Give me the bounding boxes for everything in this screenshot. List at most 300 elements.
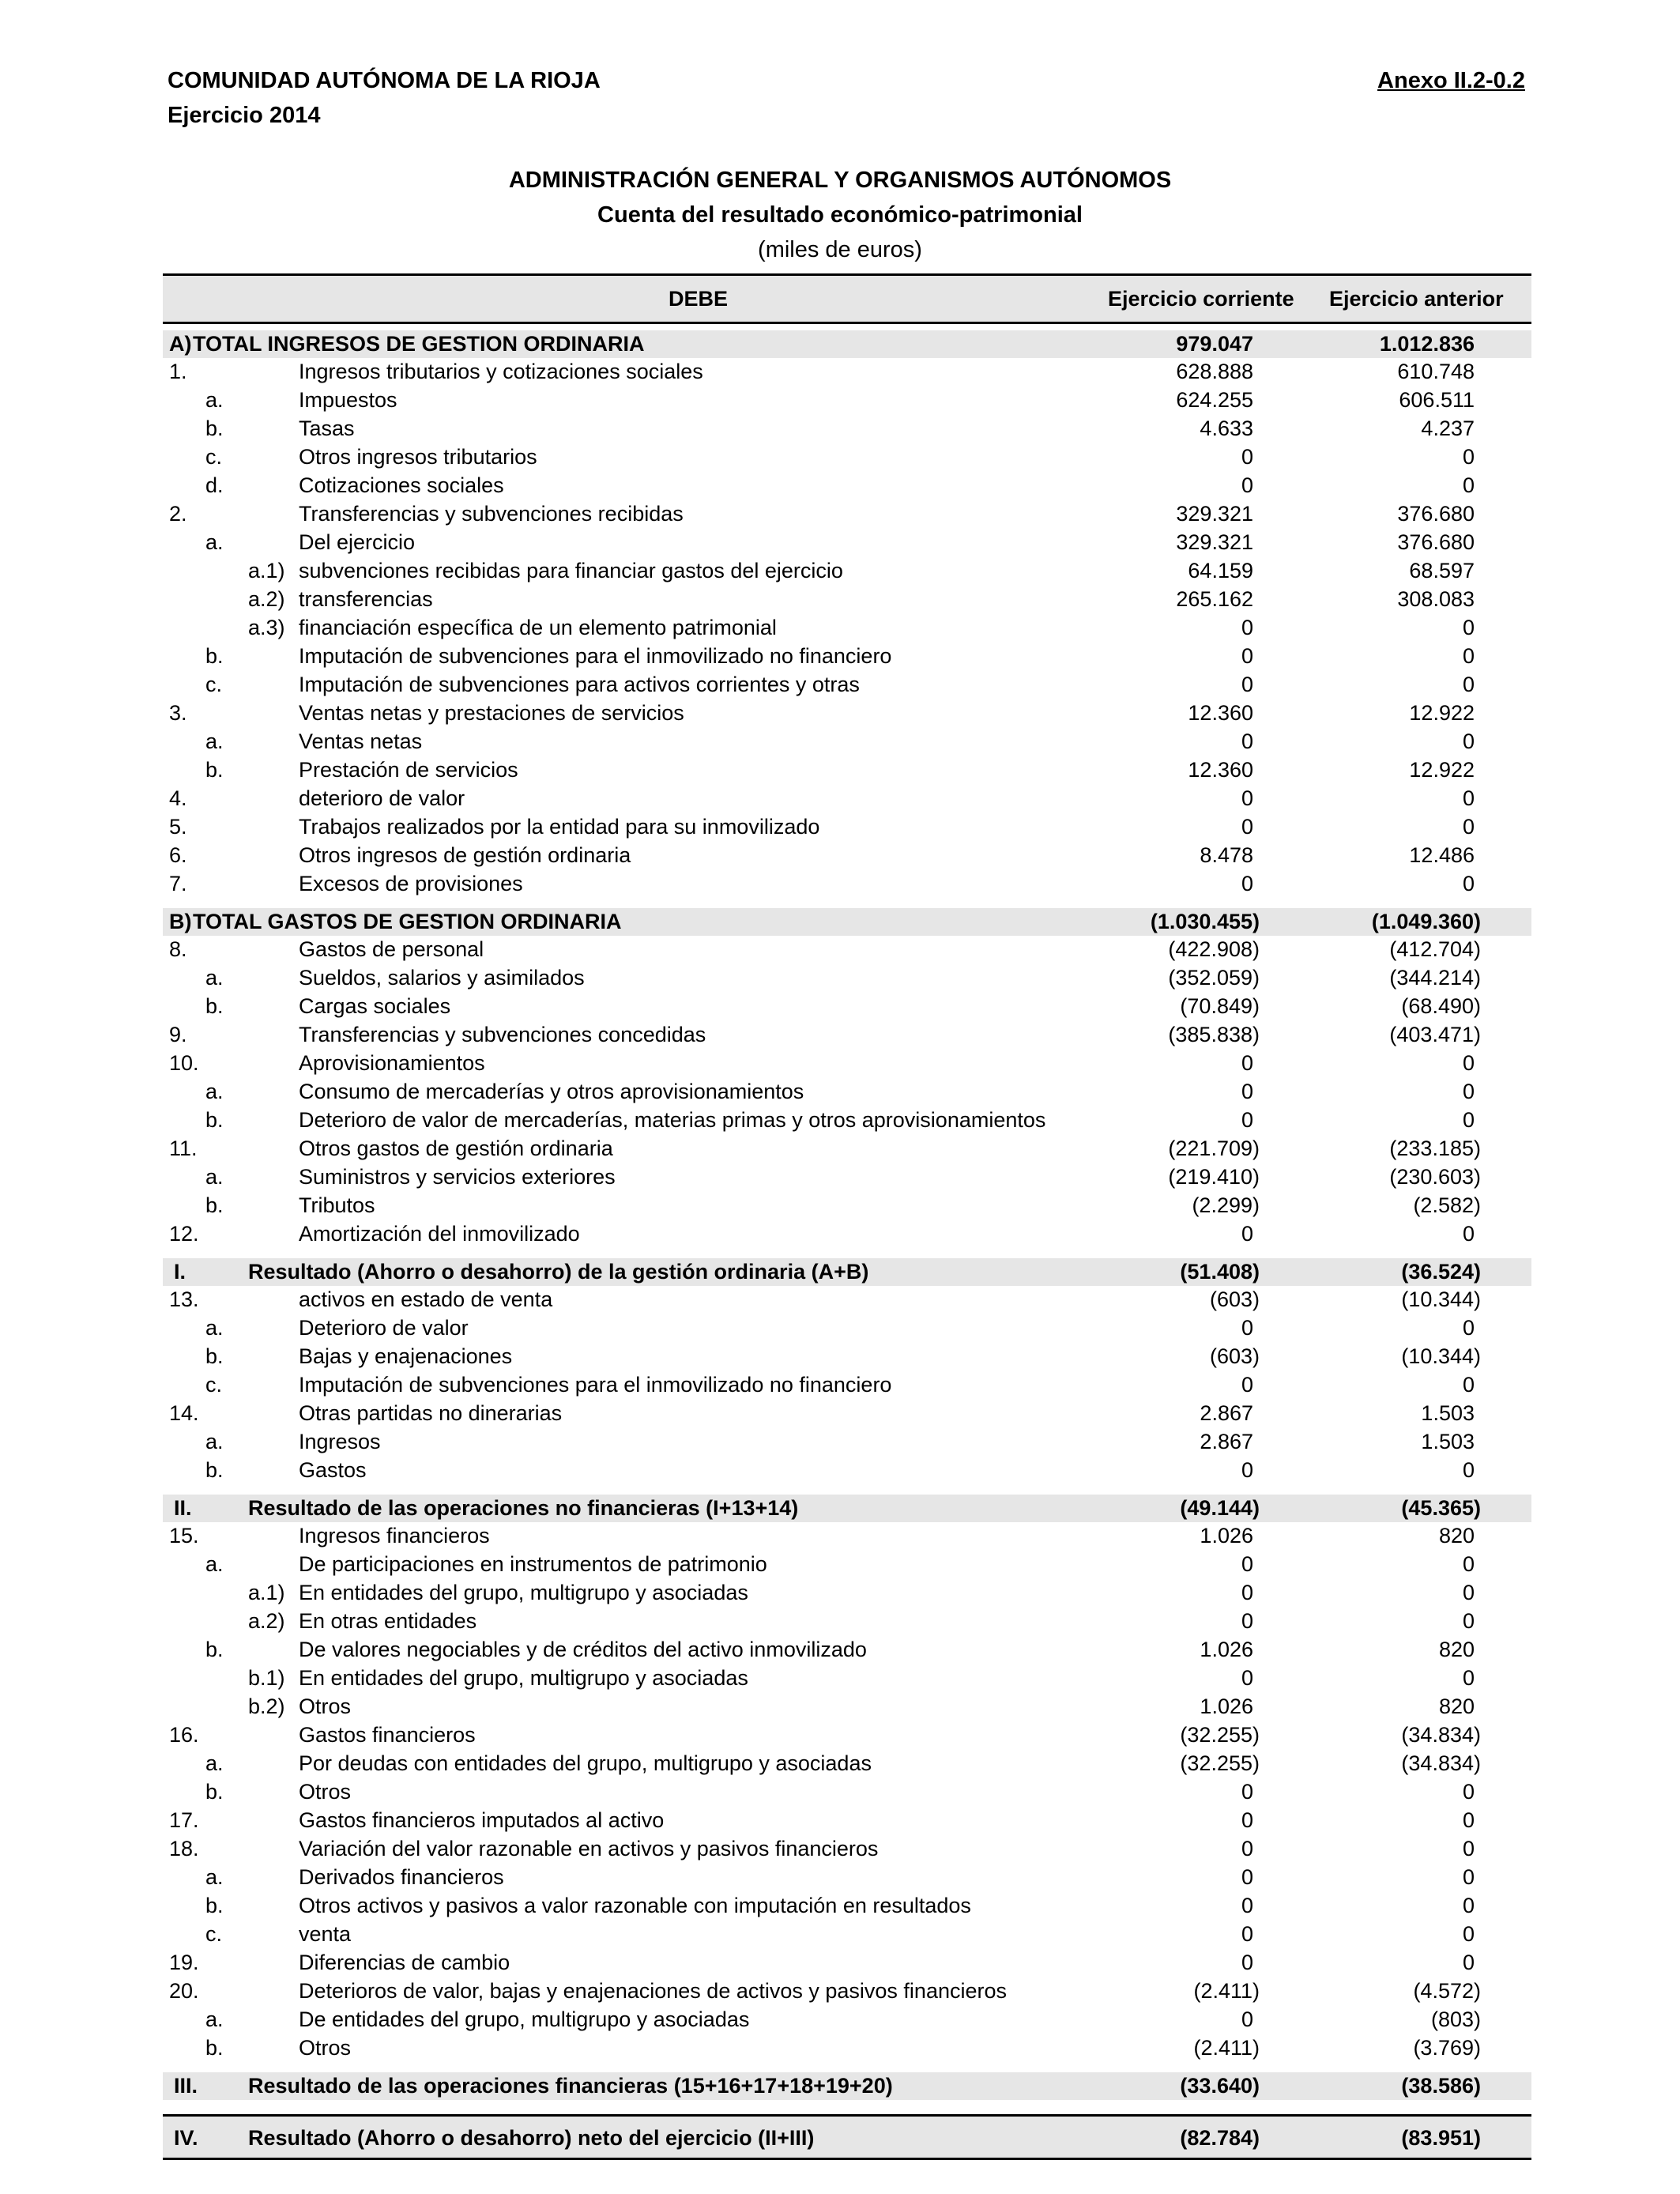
value-current: 0 <box>1241 872 1253 895</box>
value-previous: 12.486 <box>1409 843 1475 867</box>
value-previous: 0 <box>1462 1222 1475 1246</box>
value-previous: 4.237 <box>1421 417 1475 440</box>
row-number: b. <box>205 1108 224 1132</box>
row-number: b. <box>205 758 224 782</box>
value-previous: (36.524) <box>1401 1260 1481 1284</box>
row-label: Derivados financieros <box>299 1865 504 1889</box>
value-current: 0 <box>1241 1316 1253 1340</box>
value-current: (2.411) <box>1193 1979 1260 2003</box>
row-number: 6. <box>169 843 187 867</box>
row-number: a. <box>205 530 224 554</box>
value-current: 2.867 <box>1200 1401 1253 1425</box>
header-debe: DEBE <box>669 287 729 311</box>
table-row <box>163 1021 1531 1050</box>
value-current: 0 <box>1241 1666 1253 1690</box>
row-label: De valores negociables y de créditos del activo inmovilizado <box>299 1638 867 1661</box>
value-current: 1.026 <box>1200 1695 1253 1718</box>
value-current: 12.360 <box>1188 758 1253 782</box>
value-previous: (803) <box>1430 2007 1481 2031</box>
row-label: TOTAL INGRESOS DE GESTION ORDINARIA <box>193 332 645 356</box>
value-previous: (45.365) <box>1401 1496 1481 1520</box>
value-previous: (230.603) <box>1389 1165 1481 1189</box>
value-previous: (3.769) <box>1413 2036 1481 2060</box>
table-row <box>163 1693 1531 1721</box>
header-current-year: Ejercicio corriente <box>1108 287 1294 311</box>
value-previous: 376.680 <box>1397 502 1475 526</box>
row-label: Deterioros de valor, bajas y enajenaciones de activos y pasivos financieros <box>299 1979 1007 2003</box>
row-number: a. <box>205 1316 224 1340</box>
table-row <box>163 1778 1531 1807</box>
value-current: 2.867 <box>1200 1430 1253 1453</box>
row-label: Deterioro de valor de mercaderías, materias primas y otros aprovisionamientos <box>299 1108 1046 1132</box>
row-label: Cargas sociales <box>299 994 451 1018</box>
value-previous: 0 <box>1462 445 1475 469</box>
row-label: Prestación de servicios <box>299 758 518 782</box>
annex-label: Anexo II.2-0.2 <box>1377 68 1525 93</box>
table-row <box>163 785 1531 813</box>
value-current: (1.030.455) <box>1150 910 1260 933</box>
table-row <box>163 1106 1531 1135</box>
value-current: 0 <box>1241 445 1253 469</box>
value-current: 329.321 <box>1176 502 1253 526</box>
row-number: 17. <box>169 1808 199 1832</box>
value-current: (603) <box>1209 1344 1260 1368</box>
row-label: Imputación de subvenciones para activos corrientes y otras <box>299 673 860 696</box>
value-previous: 0 <box>1462 815 1475 839</box>
table-row <box>163 557 1531 586</box>
value-current: 0 <box>1241 1051 1253 1075</box>
table-row <box>163 586 1531 614</box>
row-number: a. <box>205 1080 224 1103</box>
row-label: Sueldos, salarios y asimilados <box>299 966 585 990</box>
row-label: Gastos <box>299 1458 367 1482</box>
table-row <box>163 699 1531 728</box>
table-row <box>163 1750 1531 1778</box>
value-previous: 0 <box>1462 1808 1475 1832</box>
row-label: Otras partidas no dinerarias <box>299 1401 563 1425</box>
table-row <box>163 500 1531 529</box>
value-current: 0 <box>1241 2007 1253 2031</box>
value-current: 8.478 <box>1200 843 1253 867</box>
table-final-row <box>163 2114 1531 2160</box>
row-number: c. <box>205 1373 223 1397</box>
row-number: b. <box>205 1458 224 1482</box>
row-label: Trabajos realizados por la entidad para su inmovilizado <box>299 815 820 839</box>
table-header <box>163 273 1531 324</box>
row-number: a. <box>205 1552 224 1576</box>
table-row <box>163 1977 1531 2006</box>
value-previous: 820 <box>1438 1524 1475 1547</box>
value-previous: 1.503 <box>1421 1401 1475 1425</box>
table-row <box>163 1078 1531 1106</box>
value-previous: 0 <box>1462 786 1475 810</box>
row-label: Ingresos financieros <box>299 1524 490 1547</box>
table-row <box>163 1835 1531 1864</box>
table-total-row <box>163 2072 1531 2100</box>
value-previous: (10.344) <box>1401 1344 1481 1368</box>
value-previous: (1.049.360) <box>1371 910 1481 933</box>
table-row <box>163 443 1531 472</box>
table-row <box>163 1579 1531 1608</box>
table-row <box>163 936 1531 964</box>
table-row <box>163 1608 1531 1636</box>
table-row <box>163 1457 1531 1485</box>
row-number: c. <box>205 673 223 696</box>
value-current: 979.047 <box>1176 332 1253 356</box>
row-number: II. <box>174 1496 192 1520</box>
row-label: En otras entidades <box>299 1609 477 1633</box>
table-row <box>163 1921 1531 1949</box>
value-previous: 0 <box>1462 1837 1475 1860</box>
value-previous: 0 <box>1462 1780 1475 1804</box>
value-current: 12.360 <box>1188 701 1253 725</box>
row-label: Gastos financieros <box>299 1723 476 1747</box>
row-label: Otros <box>299 1780 352 1804</box>
row-number: b. <box>205 417 224 440</box>
value-previous: (68.490) <box>1401 994 1481 1018</box>
table-total-row <box>163 1495 1531 1522</box>
row-number: III. <box>174 2074 198 2098</box>
table-row <box>163 1949 1531 1977</box>
table-row <box>163 1192 1531 1220</box>
row-number: b.2) <box>248 1695 285 1718</box>
row-number: a.2) <box>248 587 285 611</box>
table-row <box>163 386 1531 415</box>
value-previous: (344.214) <box>1389 966 1481 990</box>
row-number: 10. <box>169 1051 199 1075</box>
table-row <box>163 728 1531 756</box>
row-label: Otros <box>299 2036 352 2060</box>
table-row <box>163 614 1531 643</box>
table-row <box>163 1636 1531 1664</box>
table-row <box>163 756 1531 785</box>
value-current: 0 <box>1241 815 1253 839</box>
value-current: 0 <box>1241 1581 1253 1604</box>
row-label: Transferencias y subvenciones concedidas <box>299 1023 706 1046</box>
fiscal-year: Ejercicio 2014 <box>168 103 321 128</box>
row-number: b. <box>205 1780 224 1804</box>
row-label: TOTAL GASTOS DE GESTION ORDINARIA <box>193 910 622 933</box>
table-row <box>163 2034 1531 2063</box>
title-block <box>0 163 1680 267</box>
value-current: 0 <box>1241 729 1253 753</box>
row-number: 20. <box>169 1979 199 2003</box>
value-previous: 0 <box>1462 1051 1475 1075</box>
row-number: a.3) <box>248 616 285 639</box>
row-number: 7. <box>169 872 187 895</box>
value-current: 0 <box>1241 1865 1253 1889</box>
row-number: 19. <box>169 1951 199 1974</box>
table-row <box>163 358 1531 386</box>
row-label: En entidades del grupo, multigrupo y asociadas <box>299 1666 748 1690</box>
row-label: Ventas netas y prestaciones de servicios <box>299 701 684 725</box>
table-row <box>163 1050 1531 1078</box>
row-label: Ingresos tributarios y cotizaciones sociales <box>299 360 703 383</box>
value-previous: 606.511 <box>1399 388 1475 412</box>
row-number: b. <box>205 1344 224 1368</box>
table-total-row <box>163 330 1531 358</box>
row-label: Bajas y enajenaciones <box>299 1344 513 1368</box>
value-current: 628.888 <box>1176 360 1253 383</box>
row-number: 2. <box>169 502 187 526</box>
row-label: Transferencias y subvenciones recibidas <box>299 502 684 526</box>
row-number: b.1) <box>248 1666 285 1690</box>
table-row <box>163 1135 1531 1163</box>
row-label: Resultado de las operaciones financieras (15+16+17+18+19+20) <box>248 2074 893 2098</box>
value-previous: 0 <box>1462 1951 1475 1974</box>
row-label: Otros activos y pasivos a valor razonable con imputación en resultados <box>299 1894 971 1917</box>
row-label: Otros ingresos de gestión ordinaria <box>299 843 631 867</box>
value-previous: (83.951) <box>1401 2126 1481 2150</box>
value-current: (51.408) <box>1180 1260 1260 1284</box>
value-current: 329.321 <box>1176 530 1253 554</box>
value-previous: 0 <box>1462 1552 1475 1576</box>
row-label: Ingresos <box>299 1430 381 1453</box>
value-current: 1.026 <box>1200 1524 1253 1547</box>
row-number: c. <box>205 445 223 469</box>
value-current: 64.159 <box>1188 559 1253 582</box>
row-number: a. <box>205 388 224 412</box>
table-row <box>163 1371 1531 1400</box>
document-header-left <box>168 63 601 133</box>
table-row <box>163 415 1531 443</box>
value-current: (603) <box>1209 1287 1260 1311</box>
row-label: subvenciones recibidas para financiar gastos del ejercicio <box>299 559 843 582</box>
row-label: Resultado (Ahorro o desahorro) de la gestión ordinaria (A+B) <box>248 1260 869 1284</box>
value-previous: 0 <box>1462 1666 1475 1690</box>
row-label: Consumo de mercaderías y otros aprovisionamientos <box>299 1080 804 1103</box>
row-label: Imputación de subvenciones para el inmovilizado no financiero <box>299 1373 892 1397</box>
row-number: a.1) <box>248 1581 285 1604</box>
row-number: IV. <box>174 2126 198 2150</box>
row-label: Por deudas con entidades del grupo, multigrupo y asociadas <box>299 1751 872 1775</box>
value-previous: 308.083 <box>1397 587 1475 611</box>
value-previous: (412.704) <box>1389 937 1481 961</box>
row-label: Deterioro de valor <box>299 1316 469 1340</box>
table-row <box>163 1864 1531 1892</box>
table-row <box>163 870 1531 899</box>
row-label: Imputación de subvenciones para el inmovilizado no financiero <box>299 644 892 668</box>
row-number: 14. <box>169 1401 199 1425</box>
row-label: Resultado (Ahorro o desahorro) neto del ejercicio (II+III) <box>248 2126 815 2150</box>
row-number: 4. <box>169 786 187 810</box>
value-current: (70.849) <box>1180 994 1260 1018</box>
table-total-row <box>163 908 1531 936</box>
row-number: a.1) <box>248 559 285 582</box>
table-row <box>163 1163 1531 1192</box>
table-row <box>163 1551 1531 1579</box>
subtitle: Cuenta del resultado económico-patrimonial <box>597 202 1083 228</box>
row-number: b. <box>205 1193 224 1217</box>
row-label: Tributos <box>299 1193 375 1217</box>
value-current: (221.709) <box>1168 1137 1260 1160</box>
value-previous: 0 <box>1462 872 1475 895</box>
value-previous: (4.572) <box>1413 1979 1481 2003</box>
value-previous: 0 <box>1462 1581 1475 1604</box>
row-number: 1. <box>169 360 187 383</box>
table-row <box>163 813 1531 842</box>
row-label: Ventas netas <box>299 729 423 753</box>
value-previous: 1.012.836 <box>1379 332 1475 356</box>
row-label: Suministros y servicios exteriores <box>299 1165 616 1189</box>
row-label: Cotizaciones sociales <box>299 473 504 497</box>
value-previous: 0 <box>1462 1865 1475 1889</box>
value-previous: 610.748 <box>1397 360 1475 383</box>
table-total-row <box>163 1258 1531 1286</box>
row-label: activos en estado de venta <box>299 1287 553 1311</box>
row-number: a.2) <box>248 1609 285 1633</box>
row-label: Diferencias de cambio <box>299 1951 510 1974</box>
table-row <box>163 842 1531 870</box>
row-number: 16. <box>169 1723 199 1747</box>
row-label: Excesos de provisiones <box>299 872 523 895</box>
value-current: 0 <box>1241 1780 1253 1804</box>
value-current: 0 <box>1241 1837 1253 1860</box>
row-label: Tasas <box>299 417 355 440</box>
table-row <box>163 1807 1531 1835</box>
value-previous: (34.834) <box>1401 1723 1481 1747</box>
row-label: Amortización del inmovilizado <box>299 1222 580 1246</box>
row-label: Otros gastos de gestión ordinaria <box>299 1137 613 1160</box>
row-number: 15. <box>169 1524 199 1547</box>
main-title: ADMINISTRACIÓN GENERAL Y ORGANISMOS AUTÓNOMOS <box>508 168 1172 193</box>
value-previous: 0 <box>1462 1458 1475 1482</box>
value-current: 0 <box>1241 1373 1253 1397</box>
row-number: a. <box>205 1865 224 1889</box>
row-number: b. <box>205 994 224 1018</box>
value-current: (219.410) <box>1168 1165 1260 1189</box>
table-row <box>163 964 1531 993</box>
value-previous: (403.471) <box>1389 1023 1481 1046</box>
table-row <box>163 1892 1531 1921</box>
value-previous: 820 <box>1438 1695 1475 1718</box>
row-number: b. <box>205 1894 224 1917</box>
value-current: (33.640) <box>1180 2074 1260 2098</box>
table-row <box>163 1343 1531 1371</box>
value-current: 0 <box>1241 1458 1253 1482</box>
table-row <box>163 529 1531 557</box>
table-row <box>163 1400 1531 1428</box>
row-number: 18. <box>169 1837 199 1860</box>
row-number: a. <box>205 1751 224 1775</box>
value-current: 1.026 <box>1200 1638 1253 1661</box>
value-current: 4.633 <box>1200 417 1253 440</box>
value-current: 0 <box>1241 616 1253 639</box>
row-number: d. <box>205 473 224 497</box>
value-previous: 12.922 <box>1409 758 1475 782</box>
value-previous: (34.834) <box>1401 1751 1481 1775</box>
row-number: 8. <box>169 937 187 961</box>
value-current: 265.162 <box>1176 587 1253 611</box>
value-current: 0 <box>1241 473 1253 497</box>
row-number: c. <box>205 1922 223 1946</box>
row-number: a. <box>205 2007 224 2031</box>
row-label: Gastos financieros imputados al activo <box>299 1808 665 1832</box>
value-previous: 1.503 <box>1421 1430 1475 1453</box>
value-previous: 0 <box>1462 1316 1475 1340</box>
row-number: a. <box>205 1430 224 1453</box>
value-previous: 0 <box>1462 1894 1475 1917</box>
row-number: b. <box>205 1638 224 1661</box>
value-previous: 0 <box>1462 673 1475 696</box>
row-label: Gastos de personal <box>299 937 484 961</box>
value-current: 0 <box>1241 1951 1253 1974</box>
row-label: Variación del valor razonable en activos y pasivos financieros <box>299 1837 879 1860</box>
table-row <box>163 671 1531 699</box>
row-number: 11. <box>169 1137 198 1160</box>
table-row <box>163 1428 1531 1457</box>
value-previous: 376.680 <box>1397 530 1475 554</box>
row-label: transferencias <box>299 587 433 611</box>
value-current: (2.411) <box>1193 2036 1260 2060</box>
value-current: (422.908) <box>1168 937 1260 961</box>
value-previous: (38.586) <box>1401 2074 1481 2098</box>
row-label: Aprovisionamientos <box>299 1051 485 1075</box>
value-current: 0 <box>1241 1609 1253 1633</box>
row-label: Resultado de las operaciones no financieras (I+13+14) <box>248 1496 799 1520</box>
value-previous: 0 <box>1462 644 1475 668</box>
row-label: De entidades del grupo, multigrupo y asociadas <box>299 2007 750 2031</box>
value-previous: 0 <box>1462 1609 1475 1633</box>
org-name: COMUNIDAD AUTÓNOMA DE LA RIOJA <box>168 68 601 93</box>
value-previous: 68.597 <box>1409 559 1475 582</box>
value-current: (385.838) <box>1168 1023 1260 1046</box>
row-label: En entidades del grupo, multigrupo y asociadas <box>299 1581 748 1604</box>
value-current: (32.255) <box>1180 1723 1260 1747</box>
value-previous: 0 <box>1462 1373 1475 1397</box>
value-current: 624.255 <box>1176 388 1253 412</box>
value-current: 0 <box>1241 786 1253 810</box>
value-current: 0 <box>1241 1808 1253 1832</box>
value-previous: 0 <box>1462 1922 1475 1946</box>
row-number: B) <box>169 910 192 933</box>
row-number: a. <box>205 1165 224 1189</box>
row-label: Otros ingresos tributarios <box>299 445 537 469</box>
value-current: 0 <box>1241 1552 1253 1576</box>
value-current: 0 <box>1241 1222 1253 1246</box>
row-number: b. <box>205 2036 224 2060</box>
row-label: Del ejercicio <box>299 530 416 554</box>
table-row <box>163 1721 1531 1750</box>
header-previous-year: Ejercicio anterior <box>1329 287 1504 311</box>
value-previous: 0 <box>1462 473 1475 497</box>
value-current: 0 <box>1241 1922 1253 1946</box>
value-current: (352.059) <box>1168 966 1260 990</box>
row-number: 12. <box>169 1222 199 1246</box>
value-current: (82.784) <box>1180 2126 1260 2150</box>
row-number: 9. <box>169 1023 187 1046</box>
row-label: deterioro de valor <box>299 786 465 810</box>
value-previous: (10.344) <box>1401 1287 1481 1311</box>
row-number: a. <box>205 966 224 990</box>
value-previous: 12.922 <box>1409 701 1475 725</box>
value-previous: 0 <box>1462 1108 1475 1132</box>
value-current: (49.144) <box>1180 1496 1260 1520</box>
account-table <box>163 330 1531 2160</box>
table-row <box>163 1286 1531 1314</box>
row-number: 13. <box>169 1287 199 1311</box>
row-number: b. <box>205 644 224 668</box>
row-number: 5. <box>169 815 187 839</box>
row-label: De participaciones en instrumentos de patrimonio <box>299 1552 767 1576</box>
value-previous: 0 <box>1462 616 1475 639</box>
table-row <box>163 993 1531 1021</box>
value-previous: (2.582) <box>1413 1193 1481 1217</box>
value-current: 0 <box>1241 1894 1253 1917</box>
table-row <box>163 643 1531 671</box>
value-current: 0 <box>1241 1080 1253 1103</box>
row-label: Impuestos <box>299 388 397 412</box>
